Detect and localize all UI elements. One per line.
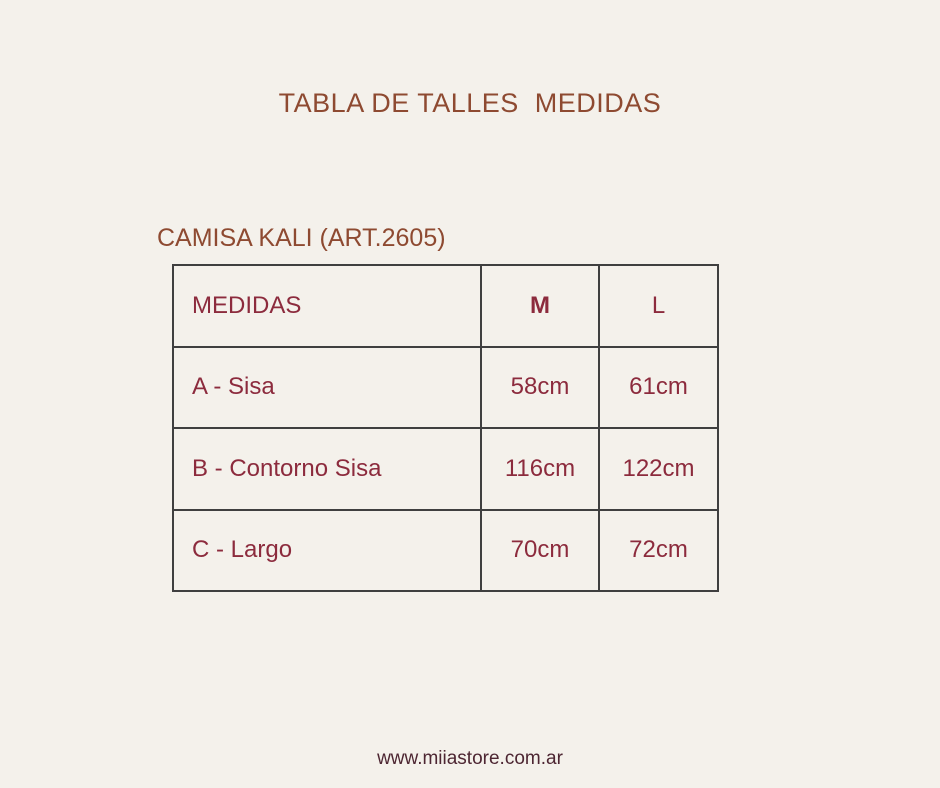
measure-value-l: 122cm bbox=[599, 428, 718, 510]
measure-label: A - Sisa bbox=[173, 347, 481, 429]
measure-value-m: 116cm bbox=[481, 428, 599, 510]
table-row bbox=[173, 510, 718, 592]
product-title: CAMISA KALI (ART.2605) bbox=[157, 224, 446, 252]
measure-value-l: 61cm bbox=[599, 347, 718, 429]
measure-value-m: 58cm bbox=[481, 347, 599, 429]
measure-label: B - Contorno Sisa bbox=[173, 428, 481, 510]
size-table bbox=[172, 264, 719, 592]
column-header-medidas: MEDIDAS bbox=[173, 265, 481, 347]
measure-label: C - Largo bbox=[173, 510, 481, 592]
store-website-url: www.miiastore.com.ar bbox=[377, 748, 563, 769]
table-row bbox=[173, 428, 718, 510]
column-header-size-l: L bbox=[599, 265, 718, 347]
column-header-size-m: M bbox=[481, 265, 599, 347]
page-title: TABLA DE TALLES MEDIDAS bbox=[278, 88, 662, 118]
table-header-row bbox=[173, 265, 718, 347]
table-row bbox=[173, 347, 718, 429]
measure-value-l: 72cm bbox=[599, 510, 718, 592]
measure-value-m: 70cm bbox=[481, 510, 599, 592]
